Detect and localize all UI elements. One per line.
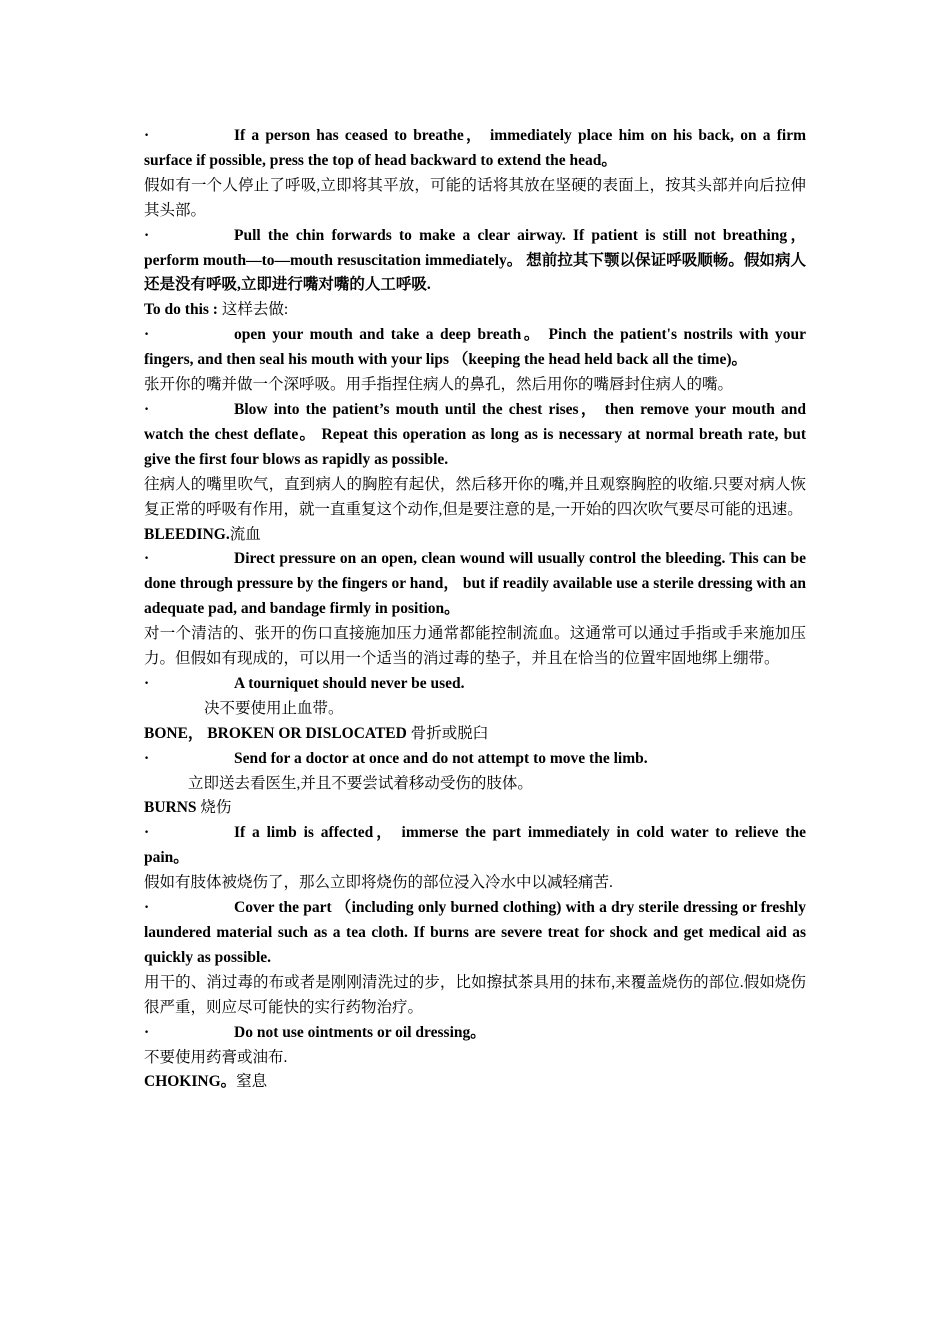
- paragraph-bullet: [144, 398, 806, 473]
- heading-zh: 流血: [229, 525, 261, 543]
- paragraph-bullet: [144, 672, 806, 697]
- heading-zh: 这样去做:: [217, 301, 289, 319]
- bullet-dot: ·: [144, 824, 150, 842]
- heading-en: BONE， BROKEN OR DISLOCATED: [144, 724, 411, 742]
- paragraph-translation: 假如有肢体被烧伤了，那么立即将烧伤的部位浸入冷水中以减轻痛苦.: [144, 874, 613, 892]
- paragraph-text: Direct pressure on an open, clean wound will usually control the bleeding. This can be done through pressure by the fingers or hand， but if readily available use a sterile dressing with an adequate pad, and bandage firmly in position。: [144, 550, 806, 618]
- paragraph-translation: 对一个清洁的、张开的伤口直接施加压力通常都能控制流血。这通常可以通过手指或手来施加压力。但假如有现成的，可以用一个适当的消过毒的垫子，并且在恰当的位置牢固地绑上绷带。: [144, 625, 806, 668]
- heading-zh: 窒息: [236, 1073, 268, 1091]
- paragraph-translation: 决不要使用止血带。: [204, 699, 344, 717]
- paragraph-text: Pull the chin forwards to make a clear airway. If patient is still not breathing，perform mouth—to—mouth resuscitation immediately。 想前拉其下颚以保证呼吸顺畅。假如病人还是没有呼吸,立即进行嘴对嘴的人工呼吸.: [144, 226, 806, 294]
- section-heading: [144, 298, 806, 323]
- paragraph-text: If a person has ceased to breathe， immediately place him on his back, on a firm surface if possible, press the top of head backward to extend the head。: [144, 127, 806, 169]
- section-heading: [144, 1070, 806, 1095]
- heading-en: CHOKING。: [144, 1073, 237, 1091]
- bullet-dot: ·: [144, 550, 150, 568]
- heading-en: BURNS: [144, 799, 201, 817]
- bullet-dot: ·: [144, 674, 150, 692]
- heading-zh: 烧伤: [200, 799, 232, 817]
- bullet-dot: ·: [144, 127, 150, 144]
- paragraph-bullet: [144, 124, 806, 174]
- paragraph-text: open your mouth and take a deep breath。 Pinch the patient's nostrils with your fingers, and then seal his mouth with your lips （keeping the head held back all the time)。: [144, 326, 806, 369]
- paragraph-translation: 用干的、消过毒的布或者是刚刚清洗过的步，比如擦拭茶具用的抹布,来覆盖烧伤的部位.假如烧伤很严重，则应尽可能快的实行药物治疗。: [144, 973, 806, 1016]
- heading-en: To do this :: [144, 301, 218, 319]
- paragraph-text: If a limb is affected， immerse the part immediately in cold water to relieve the pain。: [144, 824, 806, 867]
- bullet-dot: ·: [144, 749, 150, 767]
- bullet-dot: ·: [144, 226, 150, 244]
- paragraph-bullet: [144, 821, 806, 871]
- heading-zh: 骨折或脱臼: [410, 724, 489, 742]
- paragraph-bullet: [144, 547, 806, 622]
- bullet-dot: ·: [144, 400, 150, 418]
- paragraph-bullet: [144, 747, 806, 772]
- bullet-dot: ·: [144, 1023, 150, 1041]
- paragraph-translation: 不要使用药膏或油布.: [144, 1048, 288, 1066]
- paragraph-bullet: [144, 896, 806, 971]
- paragraph-text: Blow into the patient’s mouth until the chest rises， then remove your mouth and watch the chest deflate。 Repeat this operation as long as is necessary at normal breath rate, but give the first four blows as rapidly as possible.: [144, 400, 806, 468]
- section-heading: [144, 523, 806, 548]
- paragraph-bullet: [144, 1021, 806, 1046]
- paragraph-bullet: [144, 224, 806, 299]
- paragraph-text: A tourniquet should never be used.: [234, 674, 465, 692]
- bullet-dot: ·: [144, 899, 150, 917]
- paragraph-text: Send for a doctor at once and do not attempt to move the limb.: [234, 749, 648, 767]
- section-heading: [144, 796, 806, 821]
- paragraph-translation: 假如有一个人停止了呼吸,立即将其平放，可能的话将其放在坚硬的表面上，按其头部并向后拉伸其头部。: [144, 176, 806, 219]
- paragraph-bullet: [144, 323, 806, 373]
- heading-en: BLEEDING.: [144, 525, 230, 543]
- document-page: [144, 124, 806, 1095]
- bullet-dot: ·: [144, 326, 150, 344]
- section-heading: [144, 722, 806, 747]
- paragraph-translation: 立即送去看医生,并且不要尝试着移动受伤的肢体。: [188, 774, 533, 792]
- paragraph-text: Cover the part （including only burned clothing) with a dry sterile dressing or freshly laundered material such as a tea cloth. If burns are severe treat for shock and get medical aid as quickly as possible.: [144, 899, 806, 966]
- paragraph-translation: 张开你的嘴并做一个深呼吸。用手指捏住病人的鼻孔，然后用你的嘴唇封住病人的嘴。: [144, 376, 734, 394]
- paragraph-text: Do not use ointments or oil dressing。: [234, 1023, 486, 1041]
- paragraph-translation: 往病人的嘴里吹气，直到病人的胸腔有起伏，然后移开你的嘴,并且观察胸腔的收缩.只要对病人恢复正常的呼吸有作用，就一直重复这个动作,但是要注意的是,一开始的四次吹气要尽可能的迅速。: [144, 475, 806, 518]
